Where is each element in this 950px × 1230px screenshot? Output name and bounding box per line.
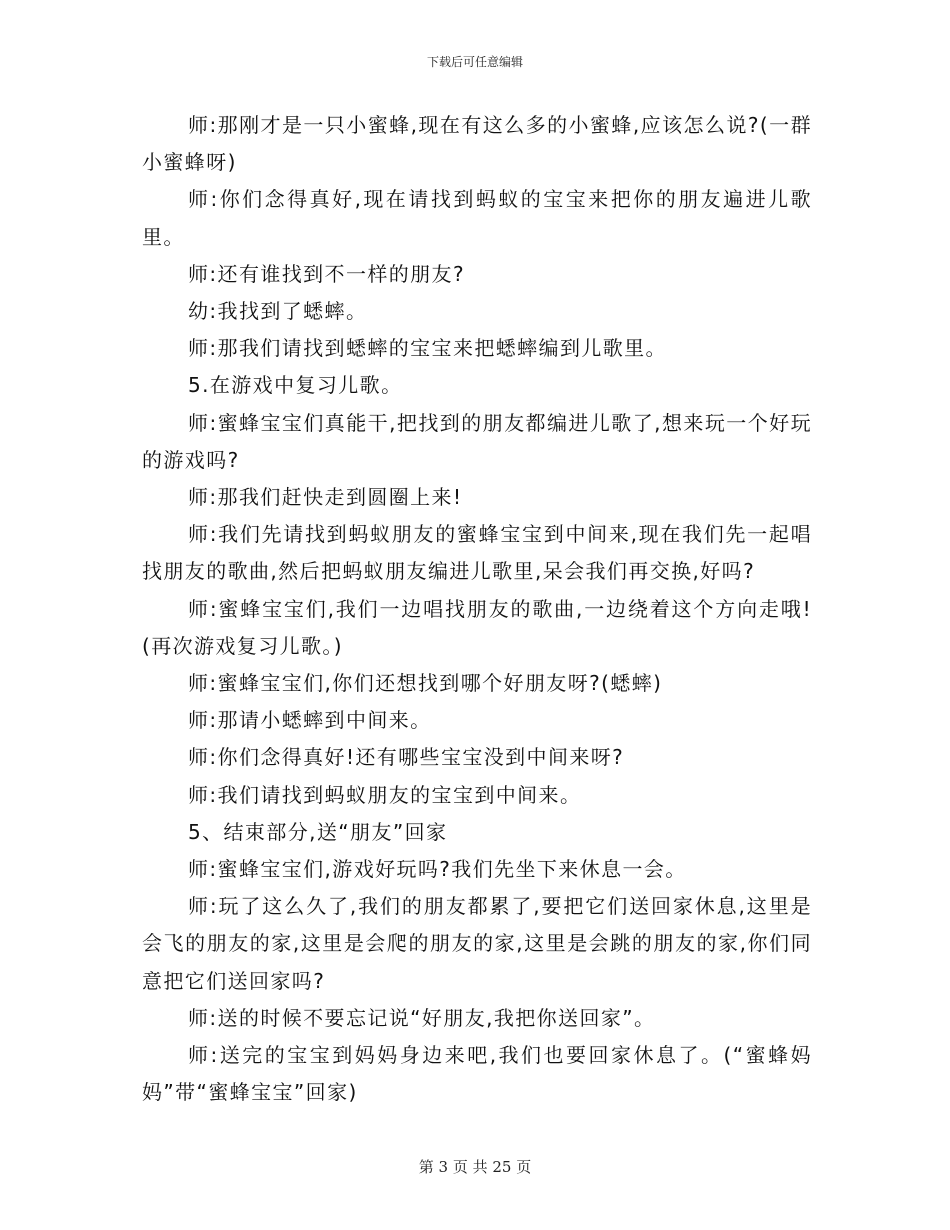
section-heading: 5.在游戏中复习儿歌。: [188, 373, 403, 398]
paragraph: 师:送的时候不要忘记说“好朋友,我把你送回家”。: [188, 1005, 656, 1030]
paragraph: 师:还有谁找到不一样的朋友?: [188, 261, 465, 286]
paragraph: 师:蜜蜂宝宝们,游戏好玩吗?我们先坐下来休息一会。: [188, 857, 687, 882]
paragraph: 师:蜜蜂宝宝们,你们还想找到哪个好朋友呀?(蟋蟀): [188, 671, 663, 696]
paragraph: 师:那请小蟋蟀到中间来。: [188, 708, 432, 733]
page-header-note: 下载后可任意编辑: [426, 55, 523, 69]
paragraph: 师:你们念得真好,现在请找到蚂蚁的宝宝来把你的朋友遍进儿歌里。: [142, 187, 812, 249]
paragraph: 师:蜜蜂宝宝们,我们一边唱找朋友的歌曲,一边绕着这个方向走哦!(再次游戏复习儿歌。): [142, 596, 812, 658]
paragraph: 师:那刚才是一只小蜜蜂,现在有这么多的小蜜蜂,应该怎么说?(一群小蜜蜂呀): [142, 113, 812, 175]
paragraph: 师:玩了这么久了,我们的朋友都累了,要把它们送回家休息,这里是会飞的朋友的家,这里是会爬的朋友的家,这里是会跳的朋友的家,你们同意把它们送回家吗?: [142, 894, 812, 993]
page-number: 第 3 页 共 25 页: [418, 1158, 532, 1176]
paragraph: 师:那我们请找到蟋蟀的宝宝来把蟋蟀编到儿歌里。: [188, 336, 667, 361]
section-heading: 5、结束部分,送“朋友”回家: [188, 819, 448, 844]
paragraph: 师:你们念得真好!还有哪些宝宝没到中间来呀?: [188, 745, 625, 770]
paragraph: 幼:我找到了蟋蟀。: [188, 299, 368, 324]
paragraph: 师:送完的宝宝到妈妈身边来吧,我们也要回家休息了。(“蜜蜂妈妈”带“蜜蜂宝宝”回家): [142, 1043, 812, 1105]
paragraph: 师:我们请找到蚂蚁朋友的宝宝到中间来。: [188, 782, 582, 807]
paragraph: 师:那我们赶快走到圆圈上来!: [188, 485, 463, 510]
document-body: [142, 107, 812, 1111]
paragraph: 师:我们先请找到蚂蚁朋友的蜜蜂宝宝到中间来,现在我们先一起唱找朋友的歌曲,然后把蚂蚁朋友编进儿歌里,呆会我们再交换,好吗?: [142, 522, 812, 584]
paragraph: 师:蜜蜂宝宝们真能干,把找到的朋友都编进儿歌了,想来玩一个好玩的游戏吗?: [142, 410, 812, 472]
